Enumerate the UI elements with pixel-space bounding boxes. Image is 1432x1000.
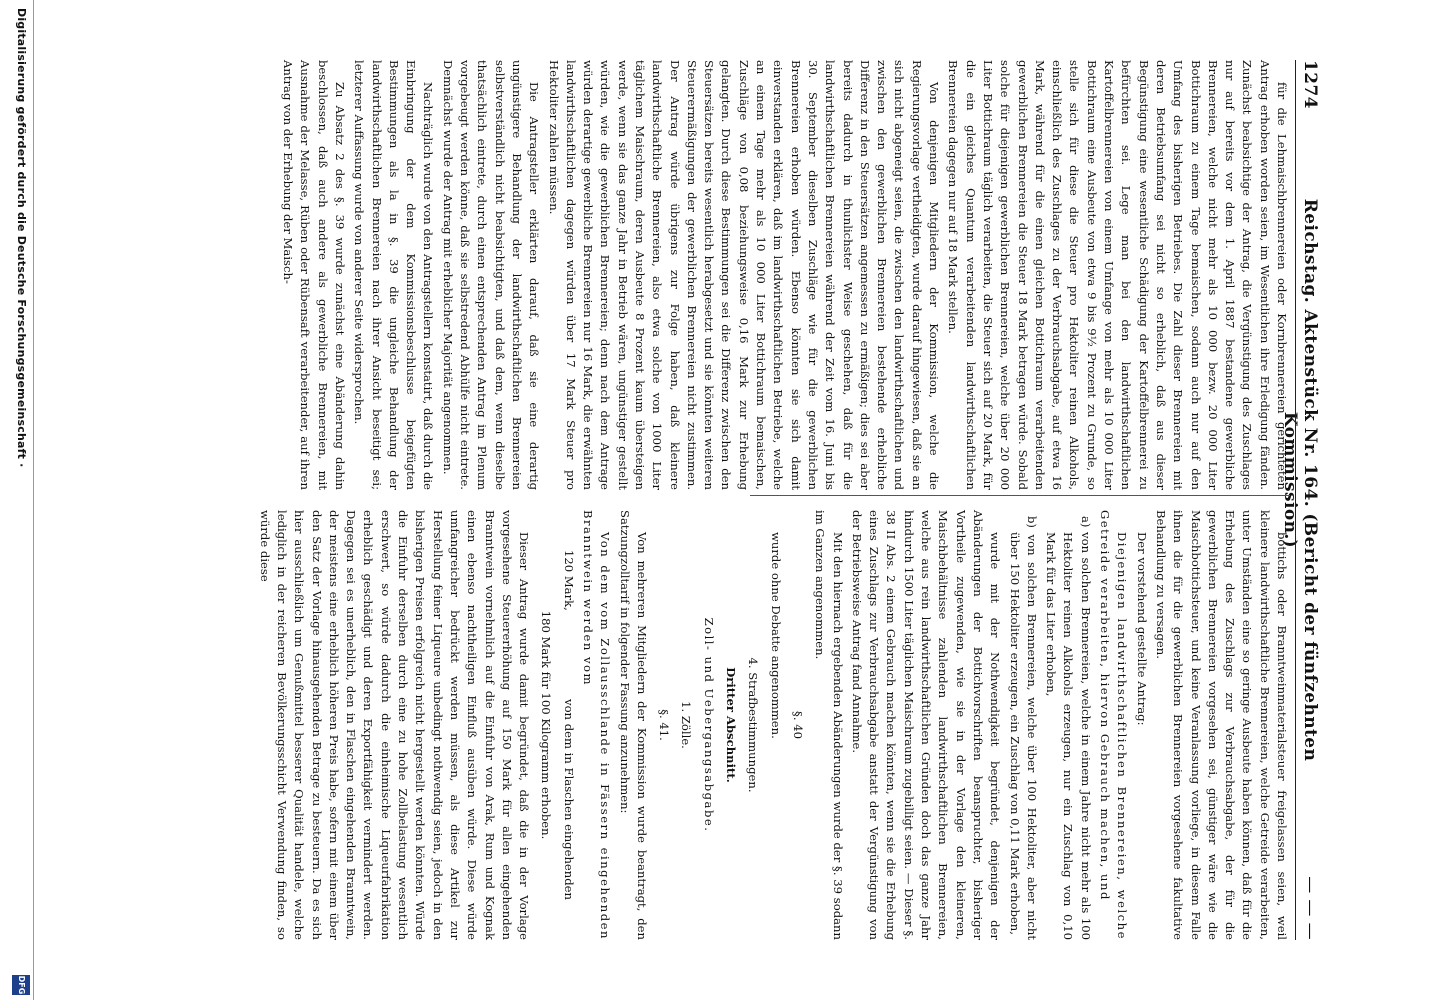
section-heading: 4. Strafbestimmungen. (746, 657, 761, 793)
paragraph: Zu Absatz 2 des §. 39 wurde zunächst eine Abänderung dahin beschlossen, daß auch andere als gewerbliche Brennereien, mit Ausnahme der Melasse, Rüben oder Rübensaft verarbeitender, auf ihren Antrag von der Erhebung der Maisch- (281, 60, 347, 490)
left-column (280, 60, 1290, 490)
tariff-value: 120 Mark, (561, 550, 576, 611)
column-divider (750, 495, 1290, 496)
page-header (1280, 60, 1324, 940)
header-dash: — — — (1300, 876, 1320, 940)
paragraph: Der vorstehend gestellte Antrag: (1134, 532, 1149, 726)
page-number: 1274 (1300, 60, 1320, 109)
paragraph: für die Lehmaischbrennereien oder Kornbrennereien gerichteten Antrag erhoben worden seien, im Wesentlichen ihre Erledigung fänden. Zunächst beabsichtige der Antrag, die Vergünstigung des Zuschlages nur auf bereits vor dem 1. April 1887 bestandene gewerbliche Brennereien, welche nicht mehr als 10 000 bezw. 20 000 Liter Bottichraum zu einem Tage bemaischen, sodann auch nur auf den Umfang des bisherigen Betriebes. Die Zahl dieser Brennereien mit deren Betriebsumfang sei nicht so erheblich, daß aus dieser Begünstigung eine wesentliche Schädigung der Kartoffelbrennerei zu befürchten sei. Lege man bei den landwirthschaftlichen Kartoffelbrennereien von einem Umfange von mehr als 10 000 Liter Bottichraum eine Ausbeute von etwa 9 bis 9½ Prozent zu Grunde, so stelle sich für diese die Steuer pro Hektoliter reinen Alkohols, einschließlich des Zuschlages zu der Verbrauchsabgabe, auf etwa 16 Mark, während für die einen gleichen Bottichraum verarbeitenden gewerblichen Brennereien die Steuer 18 Mark betragen würde. Sobald solche für diejenigen gewerblichen Brennereien, welche über 20 000 Liter Bottichraum täglich verarbeiten, die Steuer sich auf 20 Mark, für die ein gleiches Quantum verarbeitenden landwirthschaftlichen Brennereien dagegen nur auf 18 Mark stellen. (946, 60, 1289, 490)
paragraph: Die Antragsteller erklärten darauf, daß sie eine derartig ungünstigere Behandlung der landwirthschaftlichen Brennereien selbstverständlich nicht beabsichtigten, und daß dem, wenn dieselbe thatsächlich eintrete, durch einen entsprechenden Antrag im Plenum vorgebeugt werden könne, daß sie selbstredend Abhülfe nicht eintrete. Demnächst wurde der Antrag mit erheblicher Majorität angenommen. (440, 60, 542, 490)
tariff-row (559, 510, 576, 940)
section-heading: Dritter Abschnitt. (724, 667, 739, 783)
paragraph: wurde ohne Debatte angenommen. (768, 532, 783, 739)
tariff-text: Von dem vom Zollausschlande in Fässern eingehenden Branntwein werden vom (581, 510, 613, 940)
paragraph: wurde mit der Nothwendigkeit begründet, denjenigen der Abänderungen der Bottichvorschriften beanspruchter, bisheriger Vortheile zugewenden, wie sie in der Vorlage den kleineren, Maischbehältnisse zahlenden landwirthschaftlichen Brennereien, welche aus rein landwirthschaftlichen Gründen doch das ganze Jahr hindurch 1500 Liter täglichen Maischraum zugebilligt seien. — Dieser §. 38 II Abs. 2 einem Gebrauch machen könnten, wenn sie die Erhebung eines Zuschlags zur Verbrauchsabgabe anstatt der Vergünstigung von der Betriebsweise Antrag fand Annahme. (849, 510, 1003, 940)
quoted-motion: Diejenigen landwirthschaftlichen Brennereien, welche Getreide verarbeiten, hiervon Gebrauch machen, und (1098, 510, 1130, 940)
paragraph: Von denjenigen Mitgliedern der Kommission, welche die Regierungsvorlage vertheidigten, wurde darauf hingewiesen, daß sie an sich nicht abgeneigt seien, die zwischen den landwirthschaftlichen und zwischen den gewerblichen Brennereien bestehende erhebliche Differenz in den Steuersätzen angemessen zu ermäßigen; dies sei aber bereits dadurch in thunlichster Weise geschehen, daß für die landwirthschaftlichen Brennereien während der Zeit vom 16. Juni bis 30. September dieselben Zuschläge wie für die gewerblichen Brennereien erhoben würden. Ebenso könnten sie sich damit einverstanden erklären, daß im landwirthschaftlichen Betriebe, welche an einem Tage mehr als 10 000 Liter Bottichraum bemaischen, Zuschläge von 0,08 beziehungsweise 0,16 Mark zur Erhebung gelangten. Durch diese Bestimmungen sei die Differenz zwischen den Steuersätzen bereits wesentlich herabgesetzt und sie könnten weiteren Steuerermäßigungen der gewerblichen Brennereien nicht zustimmen. Der Antrag würde übrigens zur Folge haben, daß kleinere landwirthschaftliche Brennereien, also etwa solche von 1000 Liter täglichem Maischraum, deren Ausbeute 8 Prozent kaum übersteigen werde, wenn sie das ganze Jahr in Betrieb wären, ungünstiger gestellt würden, wie die gewerblichen Brennereien; denn nach dem Antrage würden derartige gewerbliche Brennereien nur 16 Mark, die erwähnten landwirthschaftlichen dagegen würden über 17 Mark Steuer pro Hektoliter zahlen müssen. (546, 60, 942, 490)
paragraph: Mit den hiernach ergebenden Abänderungen wurde der §. 39 sodann im Ganzen angenommen. (813, 510, 845, 940)
list-item: a) von solchen Brennereien, welche in einem Jahre nicht mehr als 100 Hektoliter reinen Alkohols erzeugen, nur ein Zuschlag von 0,10 Mark für das Liter erhoben, (1044, 516, 1093, 940)
paragraph: Von mehreren Mitgliedern der Kommission wurde beantragt, den Satzungzolltarif in folgender Fassung anzunehmen: (617, 510, 649, 940)
header-rule (1295, 60, 1296, 940)
section-number: §. 40 (790, 711, 805, 739)
digitization-note: Digitalisierung gefördert durch die Deutsche Forschungsgemeinschaft · (15, 8, 28, 468)
paragraph: Nachträglich wurde von den Antragstellern konstatirt, daß durch die Einbringung der dem Kommissionsbeschlusse beigefügten Bestimmungen als la in §. 39 die ungleiche Behandlung der landwirthschaftlichen Brennereien nach ihrer Ansicht beseitigt sei; letzterer Auffassung wurde von anderer Seite widersprochen. (352, 60, 436, 490)
right-column (257, 510, 1290, 940)
tariff-row: 180 Mark für 100 Kilogramm erhoben. (539, 610, 554, 840)
dfg-logo: DFG (12, 975, 30, 995)
section-number: §. 41. (657, 709, 672, 741)
footer (0, 0, 34, 1000)
paragraph: bottichs oder Branntweinmaterialsteuer freigelassen seien, weil kleinere landwirthschaftliche Brennereien, welche Getreide verarbeiten, unter Umständen eine so geringe Ausbeute haben können, daß für die Erhebung des Zuschlags zur Verbrauchsabgabe, der für die gewerblichen Brennereien vorgesehen sei, günstiger wäre wie die Maischbottichsteuer, und keine Veranlassung vorliege, in diesem Falle ihnen die für die gewerblichen Brennereien vorgesehene fakultative Behandlung zu versagen. (1153, 510, 1289, 940)
tariff-label: von dem in Flaschen eingehenden (561, 699, 576, 900)
section-heading: Zoll- und Uebergangsabgabe. (701, 617, 716, 833)
paragraph: Dieser Antrag wurde damit begründet, daß die in der Vorlage vorgesehene Steuererhöhung auf 150 Mark für allen eingehenden Branntwein vornehmlich auf die Einfuhr von Arak, Rum und Kognak einen ebenso nachtheiligen Einfluß ausüben würde. Diese würde umfangreicher bedrückt werden müssen, als diese Artikel zur Herstellung feiner Liqueure unbedingt nothwendig seien, jedoch in den bisherigen Preisen erfolgreich nicht hergestellt werden könnten. Würde die Einfuhr derselben durch eine zu hohe Zollbelastung wesentlich erschwert, so würde dadurch die einheimische Liqueurfabrikation erheblich geschädigt und deren Exportfähigkeit vermindert werden. Dagegen sei es unerheblich, den in Flaschen eingehenden Branntwein, der meistens eine erheblich höheren Preis habe, sofern mit einem über den Satz der Vorlage hinausgehenden Betrage zu besteuern. Da es sich hier ausschließlich um Genußmittel besserer Qualität handele, welche lediglich in der reicheren Bevölkerungsschicht Verwendung finden, so würde diese (257, 510, 532, 940)
section-heading: 1. Zölle. (679, 701, 694, 749)
running-title: Reichstag. Aktenstück Nr. 164. (Bericht der fünfzehnten Kommission.) (1280, 198, 1320, 762)
list-item: b) von solchen Brennereien, welche über 100 Hektoliter, aber nicht über 150 Hektoliter erzeugen, ein Zuschlag von 0,11 Mark erhoben, (1007, 516, 1039, 940)
